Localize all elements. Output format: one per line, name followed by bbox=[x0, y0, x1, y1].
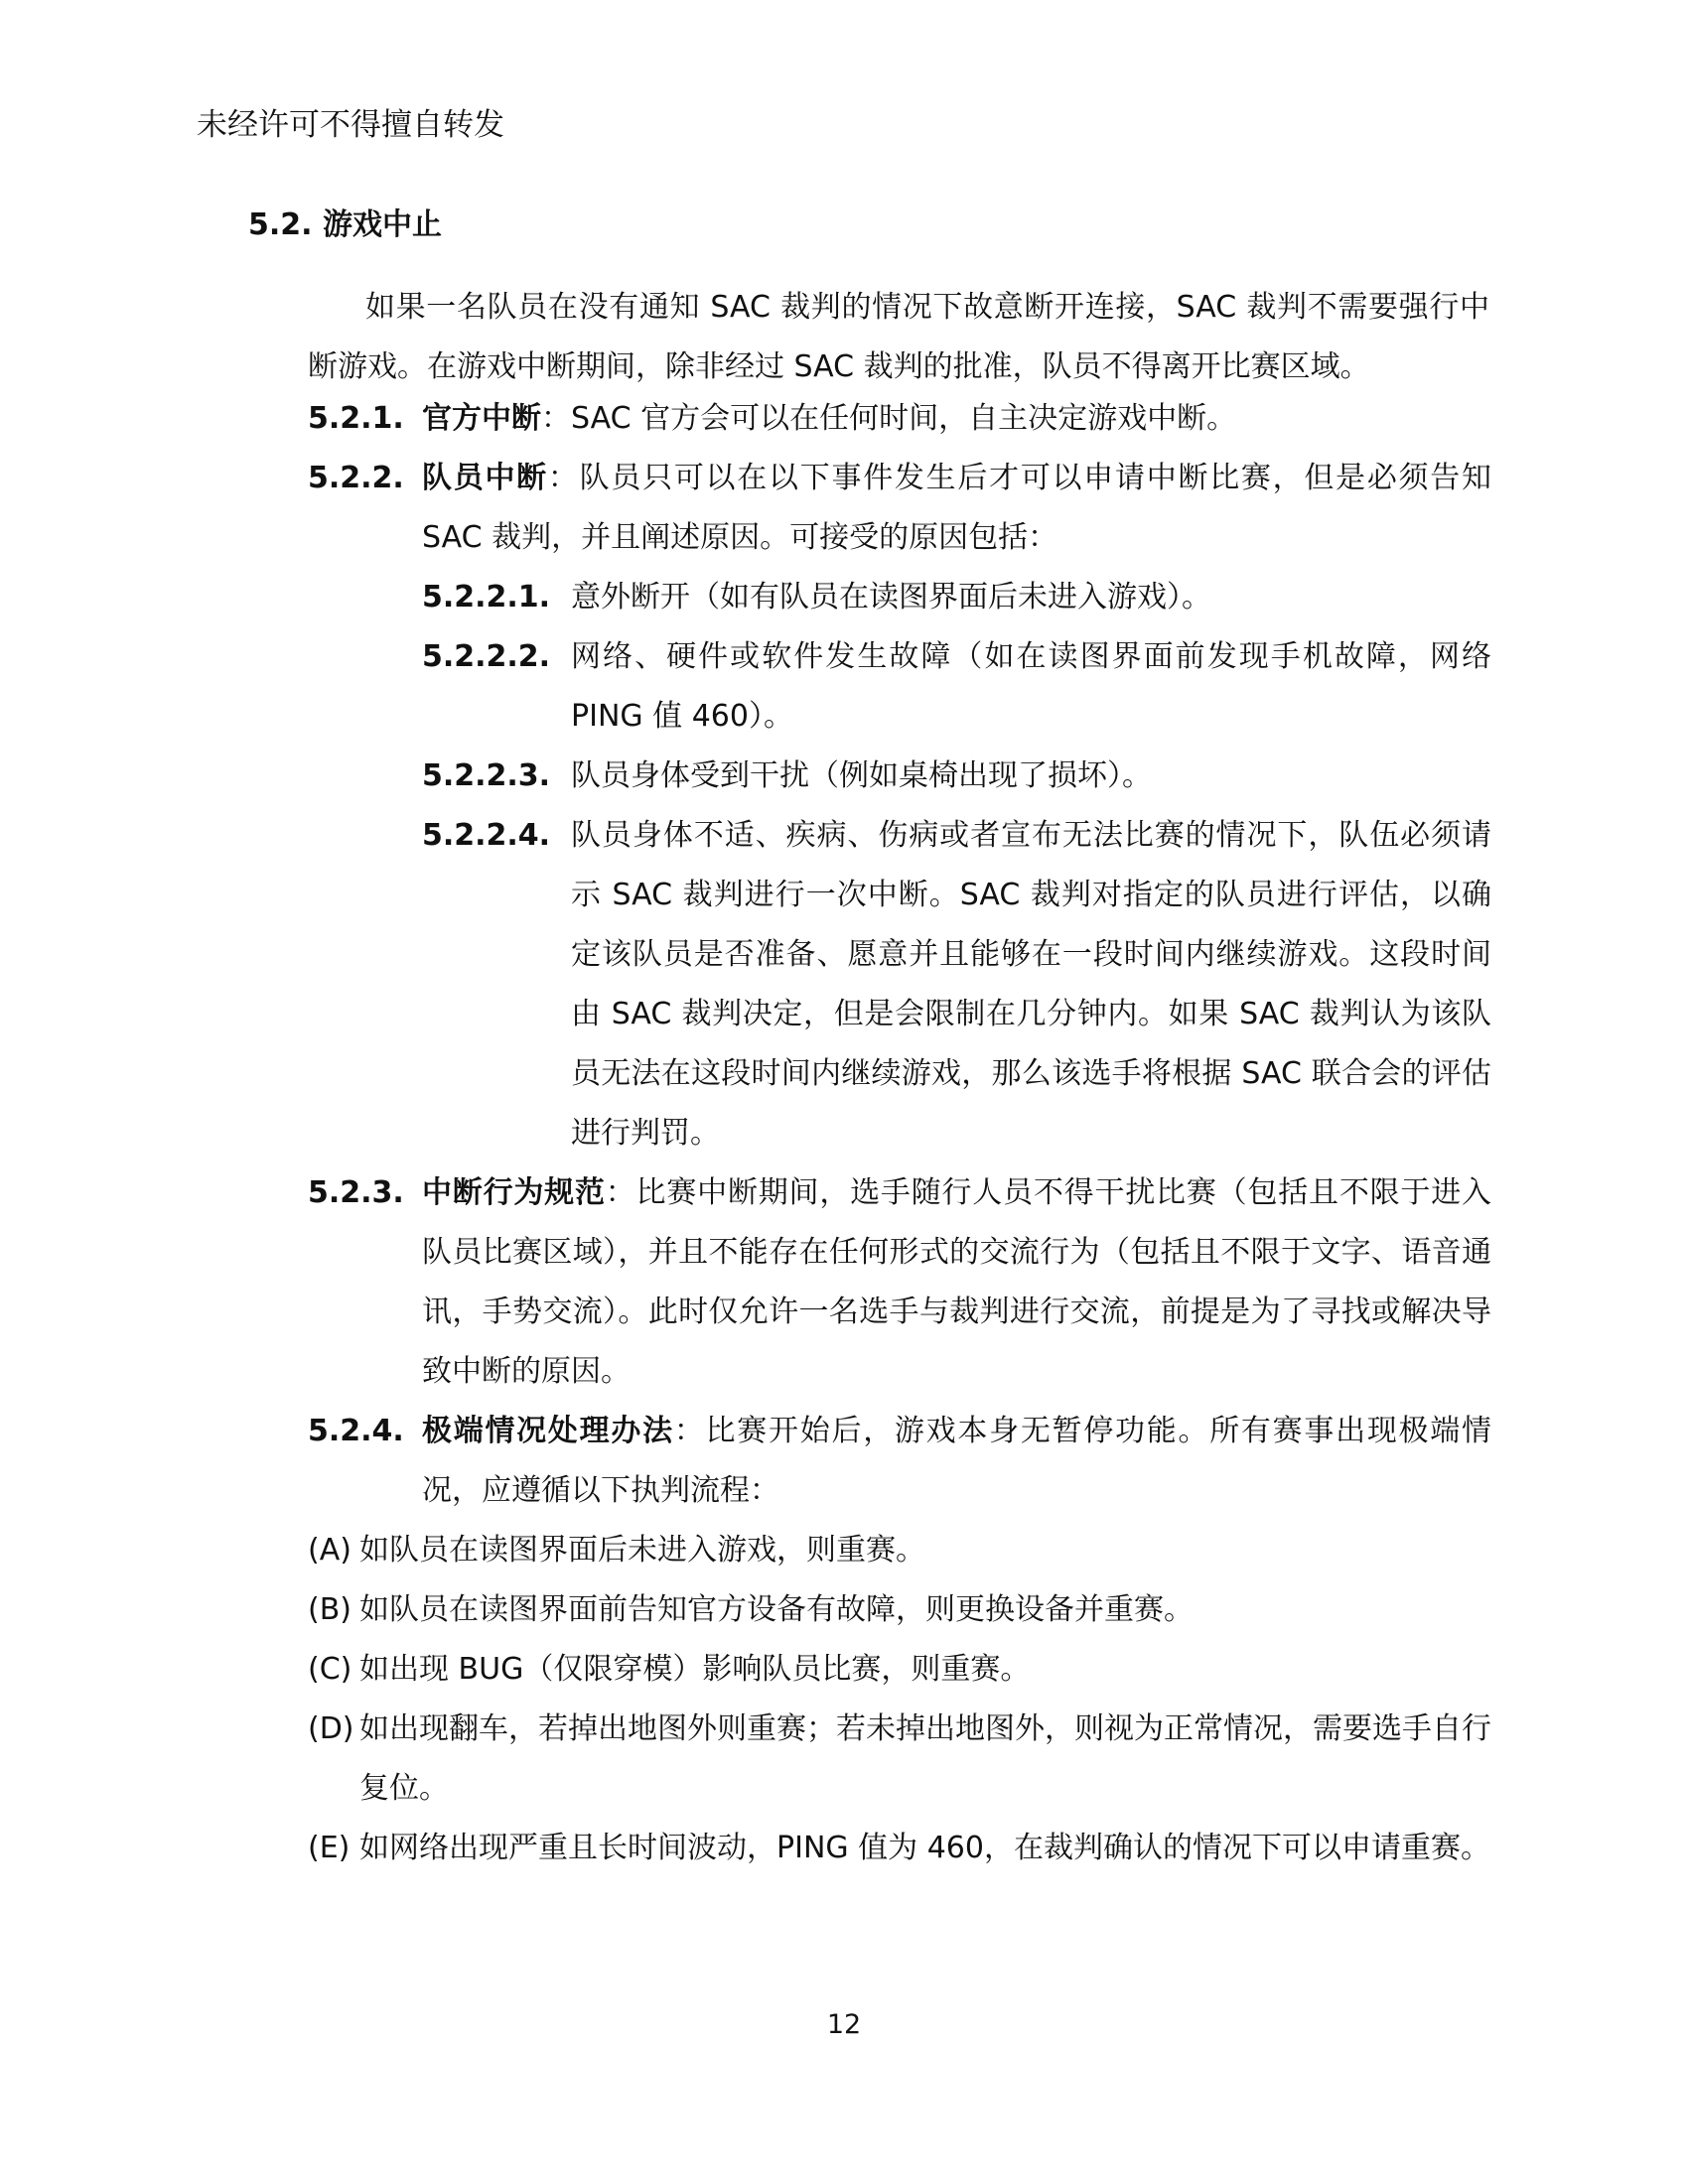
clause-5-2-4 bbox=[308, 1402, 1491, 1521]
list-label: (D) bbox=[308, 1711, 354, 1746]
clause-5-2-2-3 bbox=[422, 747, 1491, 806]
list-label: (A) bbox=[308, 1533, 352, 1568]
list-label: (E) bbox=[308, 1831, 351, 1865]
clause-number: 5.2.2. bbox=[308, 461, 404, 495]
list-item-b bbox=[308, 1580, 1491, 1640]
clause-text: 队员身体不适、疾病、伤病或者宣布无法比赛的情况下，队伍必须请示 SAC 裁判进行一次中断。SAC 裁判对指定的队员进行评估，以确定该队员是否准备、愿意并且能够在一段时间内继续游戏。这段时间由 SAC 裁判决定，但是会限制在几分钟内。如果 SAC 裁判认为该队员无法在这段时间内继续游戏，那么该选手将根据 SAC 联合会的评估进行判罚。 bbox=[571, 818, 1491, 1151]
clause-body bbox=[422, 449, 1491, 568]
clause-number: 5.2.2.4. bbox=[422, 818, 551, 853]
section-title: 5.2. 游戏中止 bbox=[248, 207, 442, 242]
clause-body bbox=[422, 1163, 1491, 1402]
clause-term: 队员中断 bbox=[422, 461, 548, 495]
clause-text: ：SAC 官方会可以在任何时间，自主决定游戏中断。 bbox=[541, 401, 1237, 436]
clause-text: 队员身体受到干扰（例如桌椅出现了损坏）。 bbox=[571, 758, 1152, 793]
clause-5-2-1 bbox=[308, 389, 1491, 449]
clause-5-2-2-2 bbox=[422, 627, 1491, 747]
clause-term: 官方中断 bbox=[422, 401, 541, 436]
clause-number: 5.2.2.1. bbox=[422, 580, 551, 614]
clause-text: ：比赛中断期间，选手随行人员不得干扰比赛（包括且不限于进入队员比赛区域），并且不能存在任何形式的交流行为（包括且不限于文字、语音通讯，手势交流）。此时仅允许一名选手与裁判进行交流，前提是为了寻找或解决导致中断的原因。 bbox=[422, 1175, 1492, 1389]
list-text: 如网络出现严重且长时间波动，PING 值为 460，在裁判确认的情况下可以申请重赛。 bbox=[359, 1831, 1490, 1865]
list-text: 如队员在读图界面前告知官方设备有故障，则更换设备并重赛。 bbox=[359, 1592, 1194, 1627]
clause-body bbox=[422, 1402, 1491, 1521]
clause-number: 5.2.2.2. bbox=[422, 639, 551, 674]
list-item-a bbox=[308, 1521, 1491, 1580]
list-label: (B) bbox=[308, 1592, 352, 1627]
clause-text: ：比赛开始后，游戏本身无暂停功能。所有赛事出现极端情况，应遵循以下执判流程： bbox=[422, 1414, 1492, 1508]
list-text: 如队员在读图界面后未进入游戏，则重赛。 bbox=[359, 1533, 925, 1568]
clause-term: 极端情况处理办法 bbox=[422, 1414, 674, 1448]
clause-5-2-2-4 bbox=[422, 806, 1491, 1163]
list-item-c bbox=[308, 1640, 1491, 1700]
clause-text: 网络、硬件或软件发生故障（如在读图界面前发现手机故障，网络 PING 值 460）。 bbox=[571, 639, 1491, 734]
clause-text: ：队员只可以在以下事件发生后才可以申请中断比赛，但是必须告知 SAC 裁判，并且阐述原因。可接受的原因包括： bbox=[422, 461, 1492, 555]
clause-body bbox=[422, 389, 1491, 449]
clause-5-2-2-1 bbox=[422, 568, 1491, 627]
section-intro: 如果一名队员在没有通知 SAC 裁判的情况下故意断开连接，SAC 裁判不需要强行中断游戏。在游戏中断期间，除非经过 SAC 裁判的批准，队员不得离开比赛区域。 bbox=[308, 290, 1489, 384]
page-number: 12 bbox=[826, 2009, 862, 2040]
clause-number: 5.2.2.3. bbox=[422, 758, 551, 793]
clause-5-2-3 bbox=[308, 1163, 1491, 1402]
clause-text: 意外断开（如有队员在读图界面后未进入游戏）。 bbox=[571, 580, 1211, 614]
list-label: (C) bbox=[308, 1652, 352, 1687]
list-item-d bbox=[308, 1700, 1491, 1819]
clause-number: 5.2.4. bbox=[308, 1414, 404, 1448]
list-text: 如出现 BUG（仅限穿模）影响队员比赛，则重赛。 bbox=[359, 1652, 1031, 1687]
clause-number: 5.2.3. bbox=[308, 1175, 404, 1210]
page-header: 未经许可不得擅自转发 bbox=[197, 107, 504, 143]
list-text: 如出现翻车，若掉出地图外则重赛；若未掉出地图外，则视为正常情况，需要选手自行复位。 bbox=[359, 1711, 1491, 1806]
clause-term: 中断行为规范 bbox=[422, 1175, 606, 1210]
clause-5-2-2 bbox=[308, 449, 1491, 568]
clause-number: 5.2.1. bbox=[308, 401, 404, 436]
list-item-e bbox=[308, 1819, 1491, 1878]
